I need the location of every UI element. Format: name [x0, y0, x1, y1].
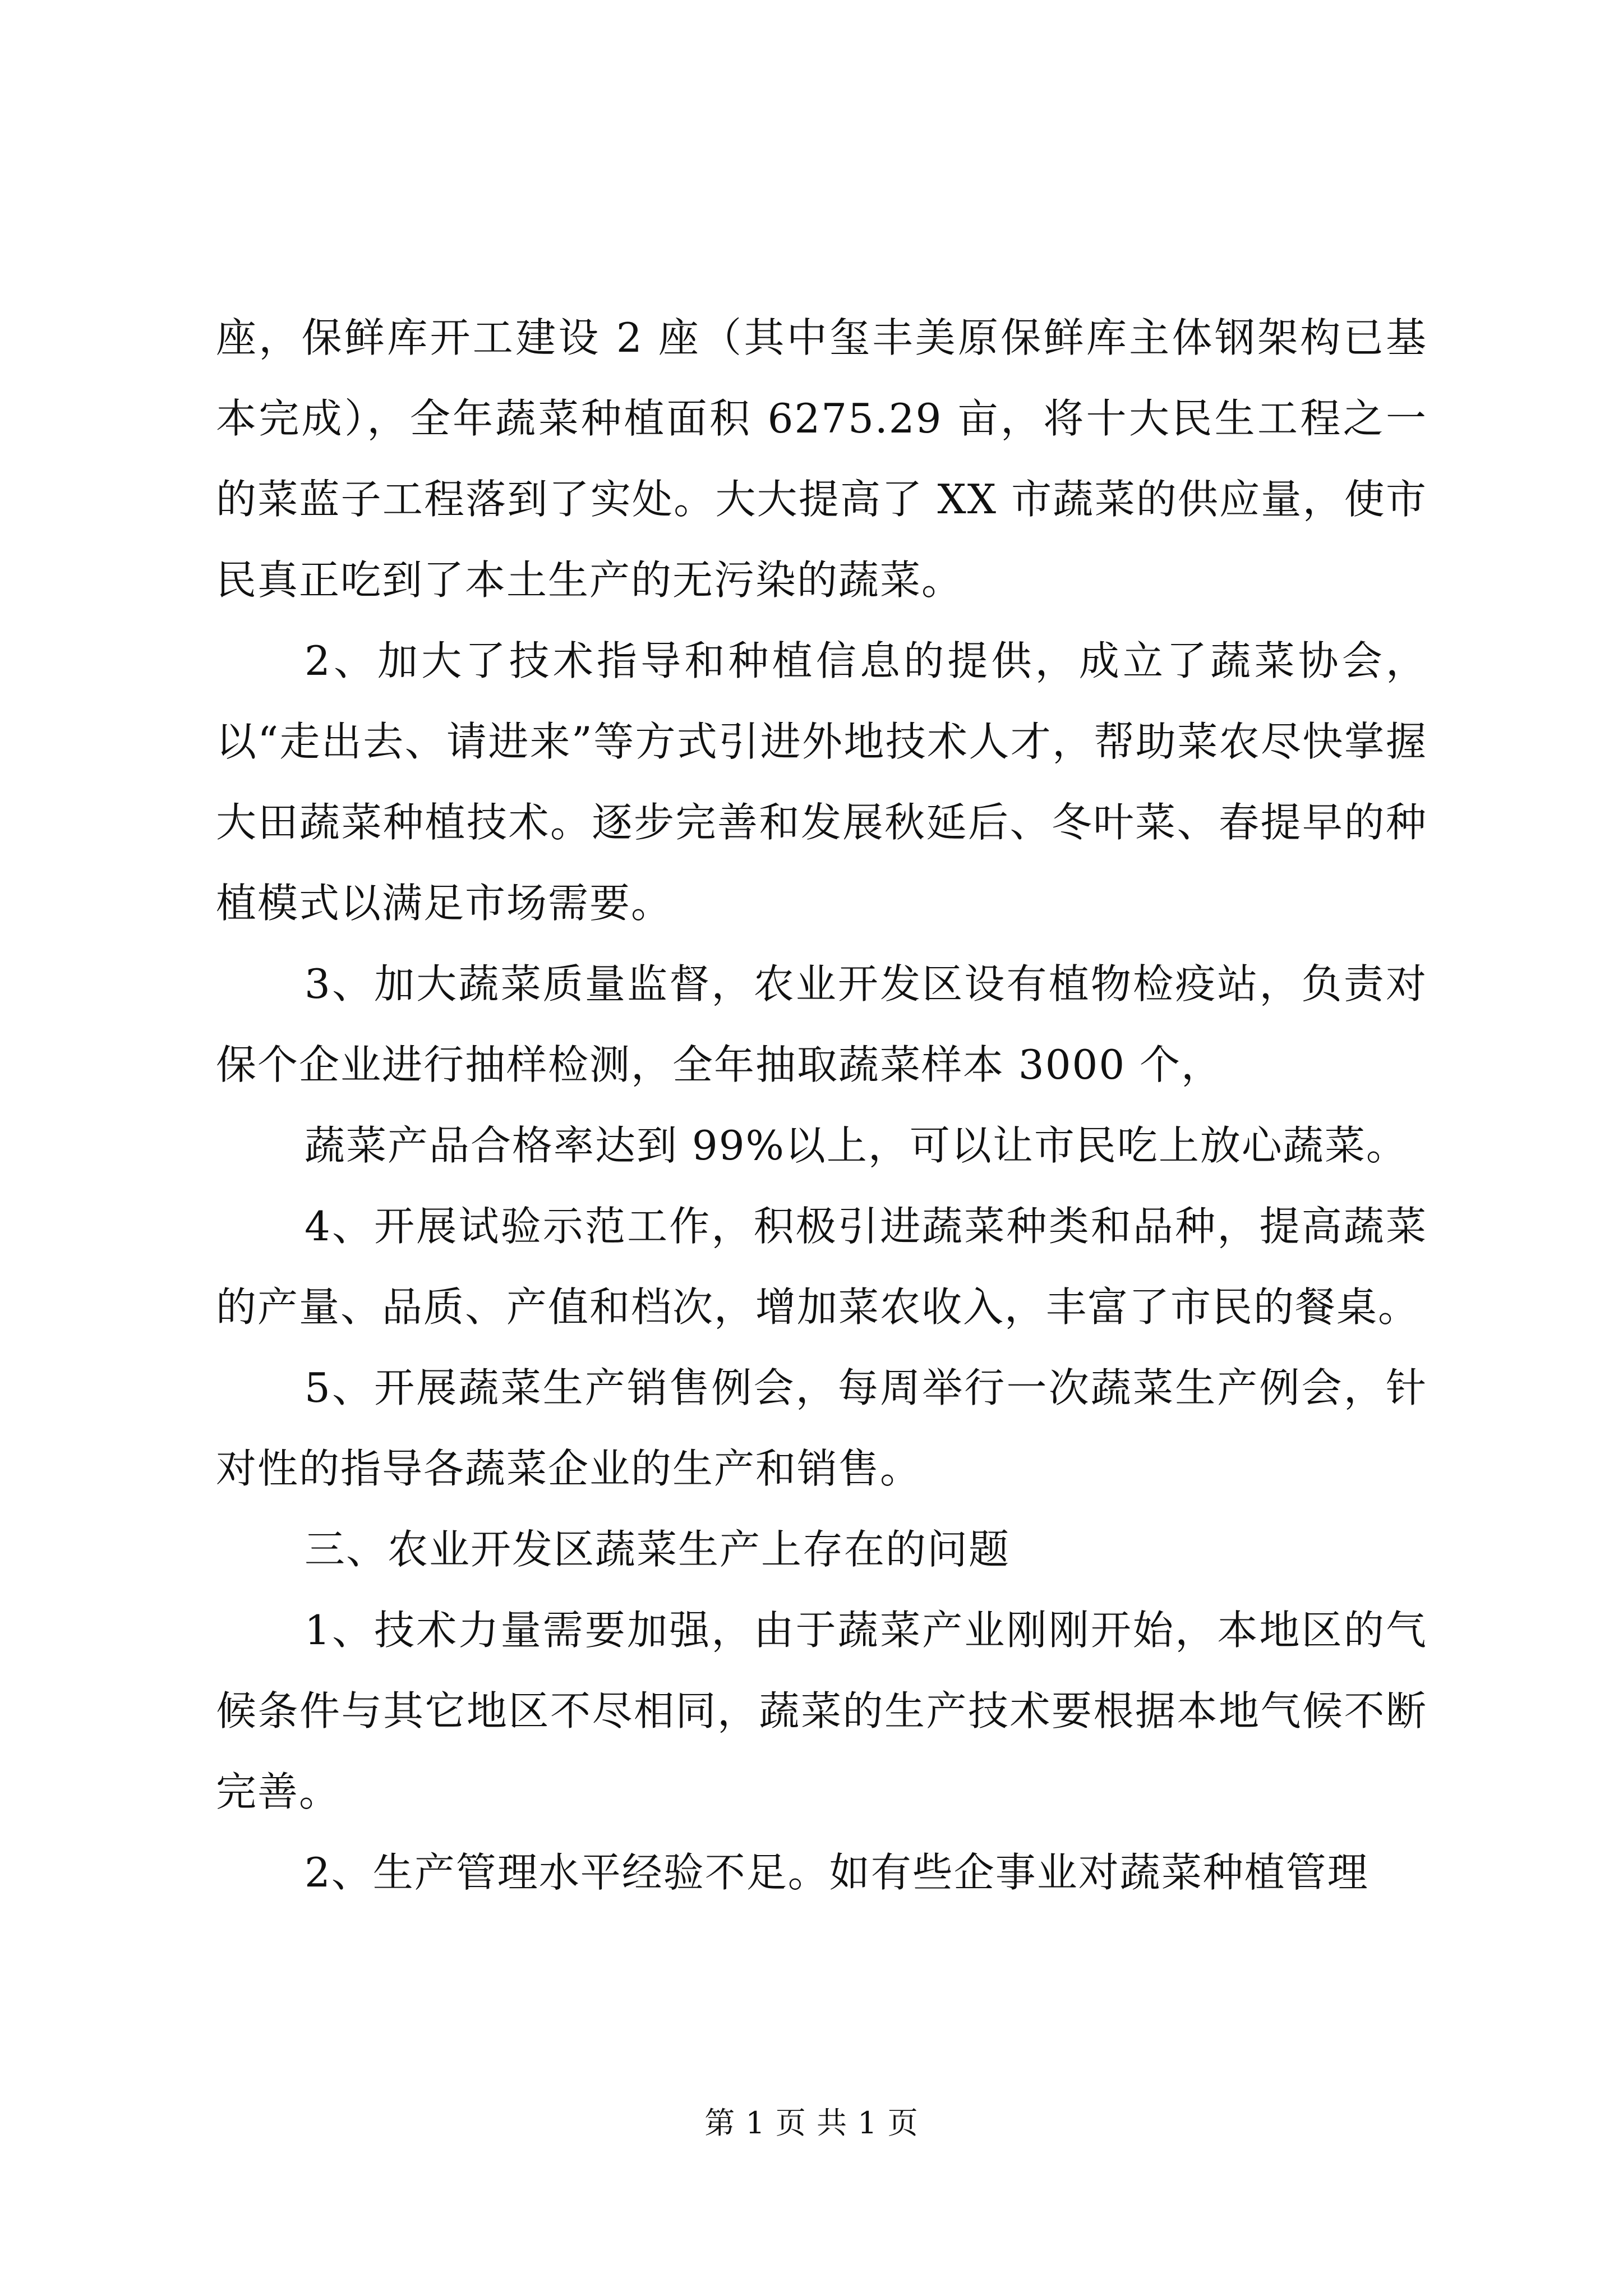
paragraph-item-2: 2、加大了技术指导和种植信息的提供，成立了蔬菜协会，以“走出去、请进来”等方式引进外地技术人才，帮助菜农尽快掌握大田蔬菜种植技术。逐步完善和发展秋延后、冬叶菜、春提早的种植模式以满足市场需要。 — [216, 637, 1427, 927]
paragraph-item-4: 4、开展试验示范工作，积极引进蔬菜种类和品种，提高蔬菜的产量、品质、产值和档次，增加菜农收入，丰富了市民的餐桌。 — [216, 1203, 1427, 1331]
page-footer: 第 1 页 共 1 页 — [704, 2105, 919, 2141]
paragraph-continuation: 座，保鲜库开工建设 2 座（其中玺丰美原保鲜库主体钢架构已基本完成），全年蔬菜种植面积 6275.29 亩，将十大民生工程之一的菜蓝子工程落到了实处。大大提高了 XX 市蔬菜的供应量，使市民真正吃到了本土生产的无污染的蔬菜。 — [216, 314, 1427, 604]
section-heading-3: 三、农业开发区蔬菜生产上存在的问题 — [305, 1526, 1011, 1573]
paragraph-item-3-continued: 蔬菜产品合格率达到 99%以上，可以让市民吃上放心蔬菜。 — [305, 1122, 1408, 1169]
document-body — [216, 297, 1427, 1913]
paragraph-item-5: 5、开展蔬菜生产销售例会，每周举行一次蔬菜生产例会，针对性的指导各蔬菜企业的生产和销售。 — [216, 1364, 1427, 1492]
paragraph-item-3: 3、加大蔬菜质量监督，农业开发区设有植物检疫站，负责对保个企业进行抽样检测，全年抽取蔬菜样本 3000 个， — [216, 960, 1427, 1088]
paragraph-problem-1: 1、技术力量需要加强，由于蔬菜产业刚刚开始，本地区的气候条件与其它地区不尽相同，蔬菜的生产技术要根据本地气候不断完善。 — [216, 1607, 1427, 1815]
paragraph-problem-2: 2、生产管理水平经验不足。如有些企事业对蔬菜种植管理 — [305, 1849, 1369, 1896]
